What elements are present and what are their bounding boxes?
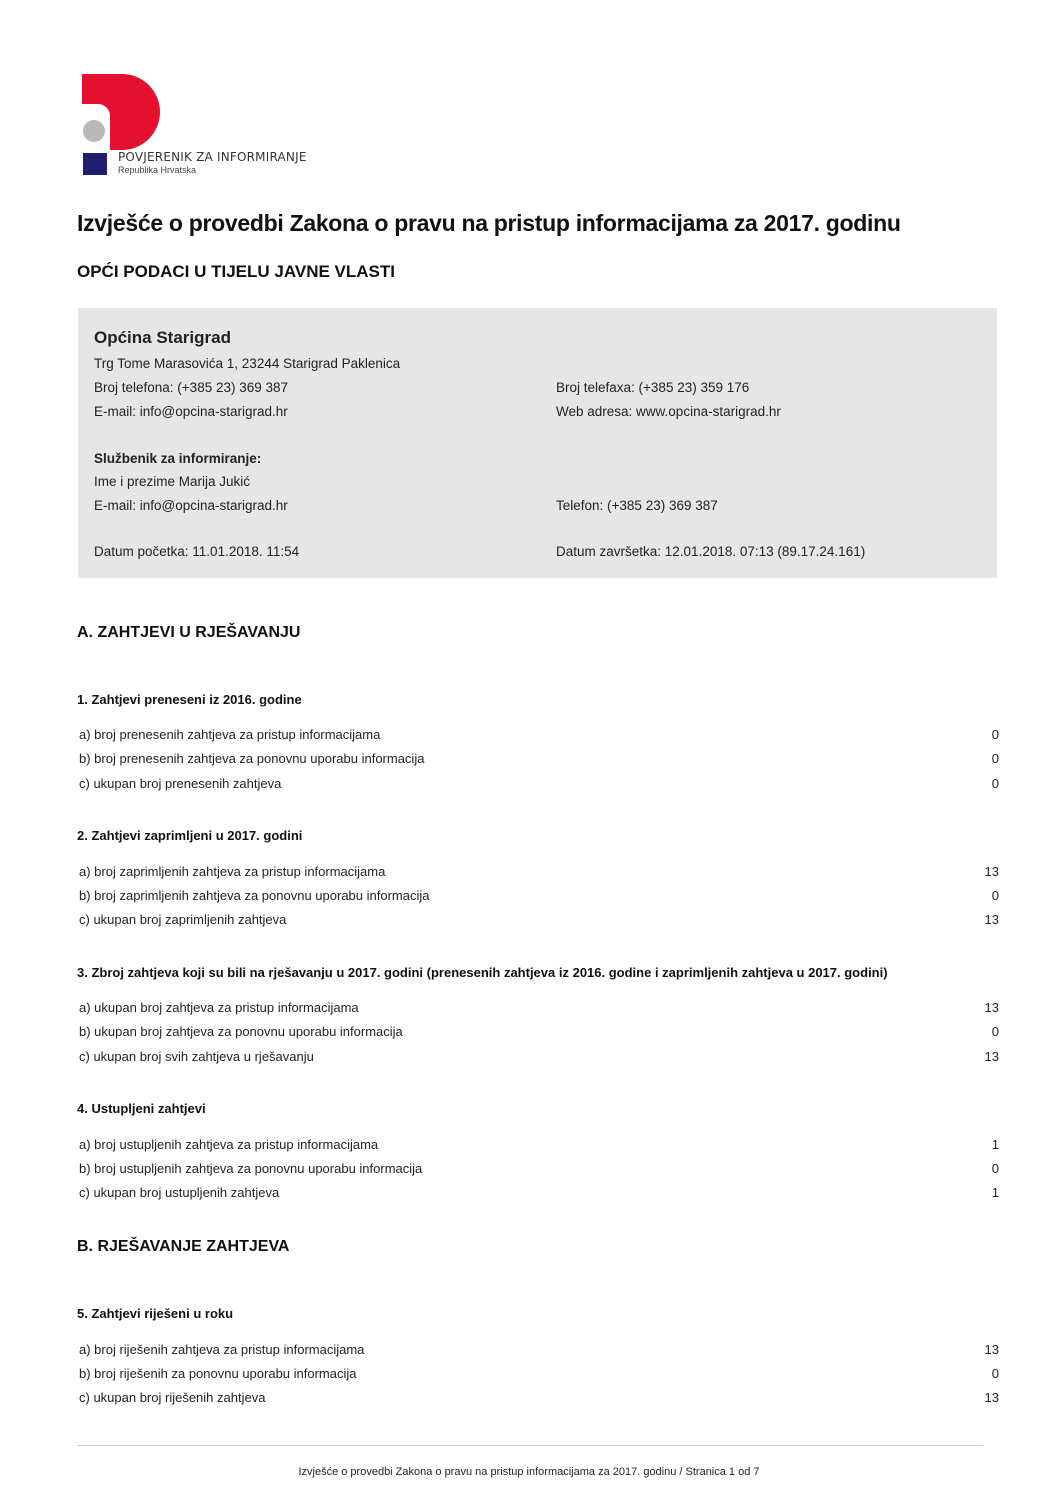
row-value: 13 xyxy=(984,1049,999,1064)
row-value: 1 xyxy=(991,1185,999,1200)
officer-email: E-mail: info@opcina-starigrad.hr xyxy=(94,498,288,513)
row-label: c) ukupan broj zaprimljenih zahtjeva xyxy=(79,912,287,927)
officer-name: Ime i prezime Marija Jukić xyxy=(94,474,251,489)
row-value: 0 xyxy=(991,751,999,766)
row-label: c) ukupan broj prenesenih zahtjeva xyxy=(79,776,282,791)
table-row xyxy=(79,727,999,742)
row-label: b) broj prenesenih zahtjeva za ponovnu uporabu informacija xyxy=(79,751,425,766)
row-label: c) ukupan broj riješenih zahtjeva xyxy=(79,1390,266,1405)
row-label: a) broj prenesenih zahtjeva za pristup informacijama xyxy=(79,727,381,742)
end-date: Datum završetka: 12.01.2018. 07:13 (89.17.24.161) xyxy=(556,544,866,559)
group-title: 1. Zahtjevi preneseni iz 2016. godine xyxy=(77,692,302,707)
table-row xyxy=(79,1390,999,1405)
row-value: 0 xyxy=(991,776,999,791)
table-row xyxy=(79,912,999,927)
row-label: a) broj ustupljenih zahtjeva za pristup informacijama xyxy=(79,1137,379,1152)
table-row xyxy=(79,1137,999,1152)
row-value: 13 xyxy=(984,1342,999,1357)
logo-gray-dot xyxy=(83,120,105,142)
authority-fax: Broj telefaxa: (+385 23) 359 176 xyxy=(556,380,750,395)
table-row xyxy=(79,1366,999,1381)
row-value: 0 xyxy=(991,888,999,903)
group-title: 2. Zahtjevi zaprimljeni u 2017. godini xyxy=(77,828,303,843)
logo-navy-square xyxy=(83,153,107,175)
row-value: 0 xyxy=(991,727,999,742)
row-label: a) broj riješenih zahtjeva za pristup informacijama xyxy=(79,1342,365,1357)
authority-address: Trg Tome Marasovića 1, 23244 Starigrad Paklenica xyxy=(94,356,401,371)
row-label: b) broj ustupljenih zahtjeva za ponovnu uporabu informacija xyxy=(79,1161,423,1176)
table-row xyxy=(79,1000,999,1015)
section-a-heading: A. ZAHTJEVI U RJEŠAVANJU xyxy=(77,624,301,641)
table-row xyxy=(79,751,999,766)
start-date: Datum početka: 11.01.2018. 11:54 xyxy=(94,544,300,559)
row-label: b) broj riješenih za ponovnu uporabu informacija xyxy=(79,1366,357,1381)
logo-org-name: POVJERENIK ZA INFORMIRANJE xyxy=(118,150,307,164)
section-b-heading: B. RJEŠAVANJE ZAHTJEVA xyxy=(77,1238,290,1255)
page-title: Izvješće o provedbi Zakona o pravu na pristup informacijama za 2017. godinu xyxy=(77,210,901,236)
row-label: c) ukupan broj svih zahtjeva u rješavanju xyxy=(79,1049,314,1064)
table-row xyxy=(79,1024,999,1039)
row-value: 0 xyxy=(991,1366,999,1381)
footer-divider xyxy=(77,1445,983,1446)
row-value: 13 xyxy=(984,1390,999,1405)
row-value: 13 xyxy=(984,912,999,927)
row-label: c) ukupan broj ustupljenih zahtjeva xyxy=(79,1185,280,1200)
row-value: 13 xyxy=(984,1000,999,1015)
group-title: 5. Zahtjevi riješeni u roku xyxy=(77,1306,234,1321)
row-value: 0 xyxy=(991,1161,999,1176)
officer-phone: Telefon: (+385 23) 369 387 xyxy=(556,498,718,513)
group-title: 3. Zbroj zahtjeva koji su bili na rješavanju u 2017. godini (prenesenih zahtjeva iz 2016. godine i zaprimljenih zahtjeva u 2017. godini) xyxy=(77,965,888,980)
authority-email: E-mail: info@opcina-starigrad.hr xyxy=(94,404,288,419)
table-row xyxy=(79,1342,999,1357)
table-row xyxy=(79,776,999,791)
table-row xyxy=(79,888,999,903)
table-row xyxy=(79,1185,999,1200)
authority-info-box xyxy=(78,308,997,578)
row-label: a) ukupan broj zahtjeva za pristup informacijama xyxy=(79,1000,359,1015)
logo-org-sub: Republika Hrvatska xyxy=(118,165,197,175)
authority-name: Općina Starigrad xyxy=(94,328,231,347)
row-value: 0 xyxy=(991,1024,999,1039)
table-row xyxy=(79,864,999,879)
section-general: OPĆI PODACI U TIJELU JAVNE VLASTI xyxy=(77,262,396,281)
group-title: 4. Ustupljeni zahtjevi xyxy=(77,1101,206,1116)
table-row xyxy=(79,1161,999,1176)
page-footer: Izvješće o provedbi Zakona o pravu na pristup informacijama za 2017. godinu / Stranica 1 od 7 xyxy=(298,1466,760,1478)
row-label: b) ukupan broj zahtjeva za ponovnu uporabu informacija xyxy=(79,1024,403,1039)
authority-web: Web adresa: www.opcina-starigrad.hr xyxy=(556,404,781,419)
officer-heading: Službenik za informiranje: xyxy=(94,451,262,466)
table-row xyxy=(79,1049,999,1064)
row-label: b) broj zaprimljenih zahtjeva za ponovnu uporabu informacija xyxy=(79,888,430,903)
authority-phone: Broj telefona: (+385 23) 369 387 xyxy=(94,380,289,395)
row-label: a) broj zaprimljenih zahtjeva za pristup informacijama xyxy=(79,864,386,879)
row-value: 13 xyxy=(984,864,999,879)
row-value: 1 xyxy=(991,1137,999,1152)
